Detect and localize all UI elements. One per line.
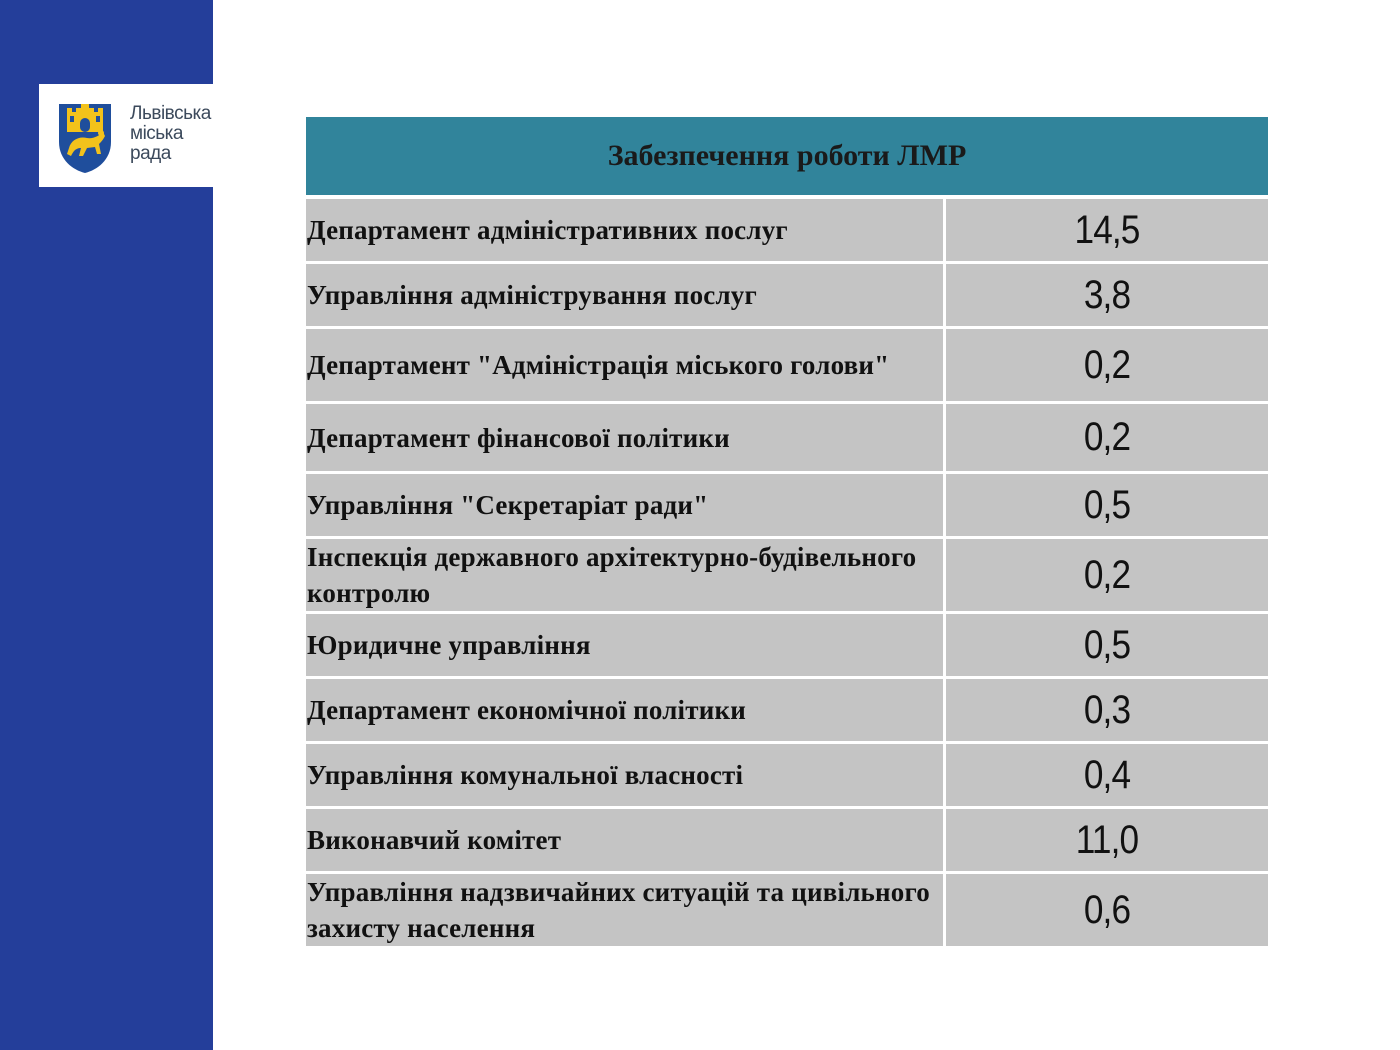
logo-line-1: Львівська (130, 103, 211, 124)
table-row (306, 404, 1268, 474)
row-value: 0,6 (1083, 887, 1131, 932)
logo-text (130, 104, 214, 164)
row-value: 0,2 (1083, 552, 1131, 597)
row-label: Управління адміністрування послуг (306, 264, 946, 326)
row-label: Департамент адміністративних послуг (306, 199, 946, 261)
row-value: 0,2 (1083, 415, 1131, 459)
table-row (306, 874, 1268, 946)
table-row (306, 679, 1268, 744)
logo (39, 84, 214, 187)
table-title: Забезпечення роботи ЛМР (306, 117, 1268, 199)
funding-table (306, 117, 1268, 946)
row-label: Юридичне управління (306, 614, 946, 676)
table-row (306, 199, 1268, 264)
table-row (306, 264, 1268, 329)
table-row (306, 474, 1268, 539)
row-label: Департамент "Адміністрація міського голови" (306, 329, 946, 401)
row-value: 11,0 (1075, 817, 1139, 862)
row-label: Виконавчий комітет (306, 809, 946, 871)
row-value: 0,5 (1083, 622, 1131, 667)
row-value: 0,4 (1083, 752, 1131, 797)
row-value: 3,8 (1083, 272, 1131, 317)
row-label: Управління "Секретаріат ради" (306, 474, 946, 536)
logo-line-2: міська (130, 123, 183, 144)
row-label: Управління надзвичайних ситуацій та цивільного захисту населення (306, 874, 946, 946)
table-row (306, 614, 1268, 679)
row-value: 0,5 (1083, 482, 1131, 527)
row-value: 14,5 (1074, 207, 1140, 252)
table-row (306, 329, 1268, 404)
row-value: 0,3 (1083, 687, 1131, 732)
lviv-coat-of-arms-icon (57, 102, 113, 174)
row-label: Інспекція державного архітектурно-будівельного контролю (306, 539, 946, 611)
row-label: Департамент фінансової політики (306, 404, 946, 471)
table-row (306, 809, 1268, 874)
row-label: Департамент економічної політики (306, 679, 946, 741)
table-row (306, 539, 1268, 614)
row-label: Управління комунальної власності (306, 744, 946, 806)
logo-line-3: рада (130, 143, 171, 164)
table-row (306, 744, 1268, 809)
row-value: 0,2 (1083, 342, 1131, 387)
